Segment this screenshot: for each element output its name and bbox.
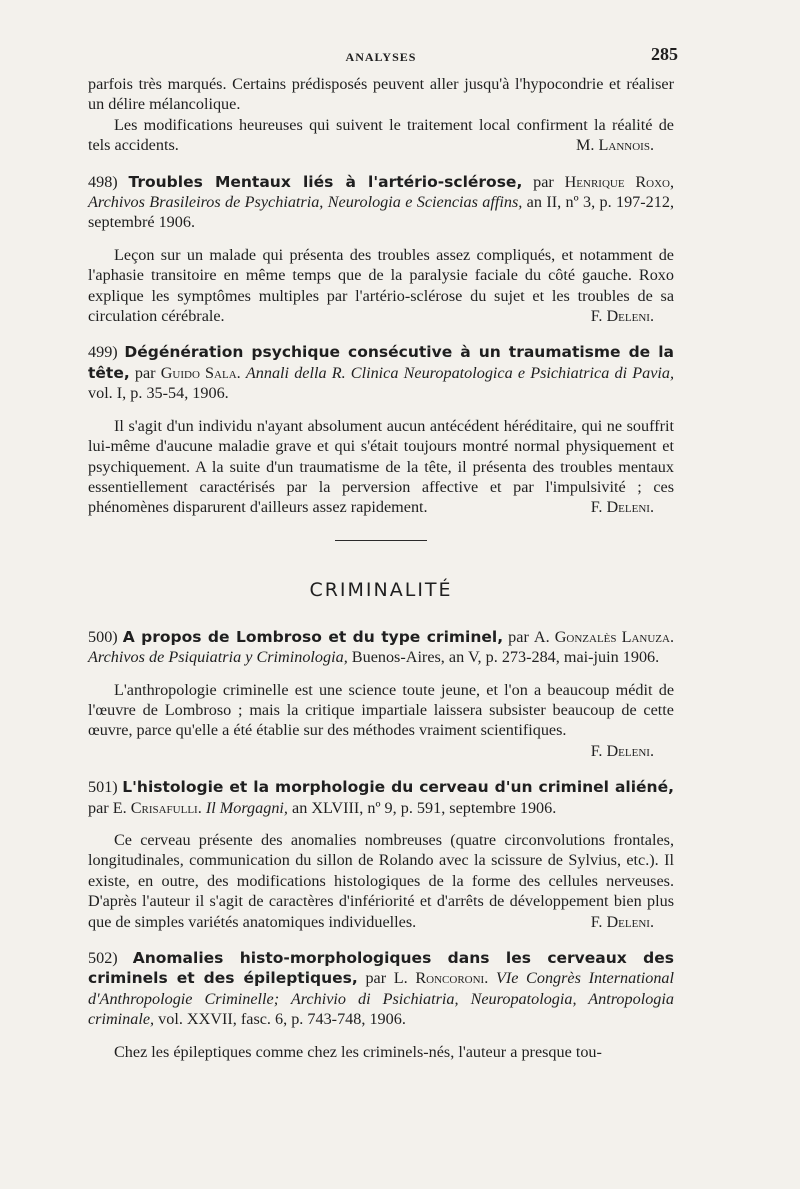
entry-heading <box>88 777 674 818</box>
entry-abstract <box>88 1042 674 1062</box>
entry-heading <box>88 627 674 668</box>
entry-number: 499) <box>88 343 118 362</box>
entry-title: L'histologie et la morphologie du cerveau d'un criminel aliéné, <box>122 778 674 797</box>
signature: F. Deleni. <box>590 912 654 931</box>
entry-journal: VIe Congrès International d'Anthropologie Criminelle; Archivio di Psichiatria, Neuropatologia, Antropologia criminale, <box>88 969 674 1029</box>
entry-abstract <box>88 245 674 327</box>
entry-abstract-text: Chez les épileptiques comme chez les criminels-nés, l'auteur a presque tou- <box>114 1042 602 1061</box>
entry-number: 498) <box>88 172 118 191</box>
signature: M. Lannois. <box>576 136 654 155</box>
entry-title: Dégénération psychique consécutive à un traumatisme de la tête, <box>88 343 674 382</box>
entry-abstract-text: L'anthropologie criminelle est une science toute jeune, et l'on a beaucoup médit de l'œuvre de Lombroso ; mais la critique impartiale laissera subsister beaucoup de cette œuvre, parce qu'elle a été établie sur des méthodes vraiment scientifiques. <box>88 680 674 740</box>
entry-heading <box>88 948 674 1030</box>
entry-author: L. Roncoroni. <box>393 969 489 988</box>
entry-abstract <box>88 830 674 932</box>
page-number: 285 <box>651 44 678 64</box>
continuation-conclusion-text: Les modifications heureuses qui suivent le traitement local confirment la réalité de tels accidents. <box>88 115 674 155</box>
entry-abstract-text: Leçon sur un malade qui présenta des troubles assez compliqués, et notamment de l'aphasie transitoire en même temps que de la paralysie faciale du côté gauche. Roxo explique les symptômes multiples par l'artério-sclérose du sujet et les troubles de sa circulation cérébrale. <box>88 245 674 326</box>
entry-author: E. Crisafulli. <box>112 798 202 817</box>
entry-author: A. Gonzalès Lanuza. <box>533 627 675 646</box>
running-head: ANALYSES <box>345 50 417 64</box>
entry-heading <box>88 172 674 233</box>
entry-journal: Archivos de Psiquiatria y Criminologia, <box>88 648 348 667</box>
entry-details: an XLVIII, nº 9, p. 591, septembre 1906. <box>292 798 557 817</box>
entry-details: an II, nº 3, p. 197-212, septembré 1906. <box>88 193 674 232</box>
entry-details: vol. XXVII, fasc. 6, p. 743-748, 1906. <box>158 1010 406 1029</box>
entry-heading <box>88 342 674 403</box>
entry-by: par <box>533 172 554 191</box>
signature: F. Deleni. <box>590 498 654 517</box>
continuation-paragraph: parfois très marqués. Certains prédisposés peuvent aller jusqu'à l'hypocondrie et réaliser un délire mélancolique. <box>88 75 674 114</box>
continuation-conclusion <box>88 115 674 156</box>
entry-title: Anomalies histo-morphologiques dans les cerveaux des criminels et des épileptiques, <box>88 949 675 988</box>
entry-by: par <box>365 969 387 988</box>
entry-by: par <box>134 363 156 382</box>
entry-journal: Il Morgagni, <box>205 798 288 817</box>
entry-details: Buenos-Aires, an V, p. 273-284, mai-juin 1906. <box>351 648 660 667</box>
entry-abstract <box>88 416 674 518</box>
entry-number: 502) <box>88 949 118 967</box>
entry-abstract-text: Il s'agit d'un individu n'ayant absolument aucun antécédent héréditaire, qui ne souffrit lui-même d'aucune maladie grave et qui s'était toujours montré normal physiquement et psychiquement. A la suite d'un traumatisme de la tête, il présenta des troubles mentaux essentiellement caractérisés par la perversion affective et par l'impulsivité ; ces phénomènes disparurent d'ailleurs assez rapidement. <box>88 416 674 517</box>
entry-author: Henrique Roxo, <box>564 172 675 191</box>
entry-details: vol. I, p. 35-54, 1906. <box>88 384 229 403</box>
entry-number: 500) <box>88 627 118 646</box>
entry-journal: Archivos Brasileiros de Psychiatria, Neurologia e Sciencias affins, <box>88 193 523 212</box>
entry-title: A propos de Lombroso et du type criminel, <box>122 627 504 646</box>
section-title: CRIMINALITÉ <box>309 578 453 601</box>
entry-author: Guido Sala. <box>160 363 241 382</box>
entry-abstract-text: Ce cerveau présente des anomalies nombreuses (quatre circonvolutions frontales, longitudinales, communication du sillon de Rolando avec la scissure de Sylvius, etc.). Il existe, en outre, des modifications histologiques de la forme des cellules nerveuses. D'après l'auteur il s'agit de caractères d'infériorité et d'arrêts de développement bien plus que de simples variétés anatomiques individuelles. <box>88 830 674 931</box>
entry-by: par <box>508 627 529 646</box>
entry-journal: Annali della R. Clinica Neuropatologica e Psichiatrica di Pavia, <box>245 363 675 382</box>
page-header <box>88 44 678 66</box>
signature: F. Deleni. <box>590 307 654 326</box>
entry-number: 501) <box>88 778 118 797</box>
section-divider <box>335 540 427 541</box>
entry-title: Troubles Mentaux liés à l'artério-sclérose, <box>128 172 523 191</box>
signature: F. Deleni. <box>590 741 654 760</box>
entry-abstract <box>88 680 674 762</box>
entry-by: par <box>88 798 109 817</box>
